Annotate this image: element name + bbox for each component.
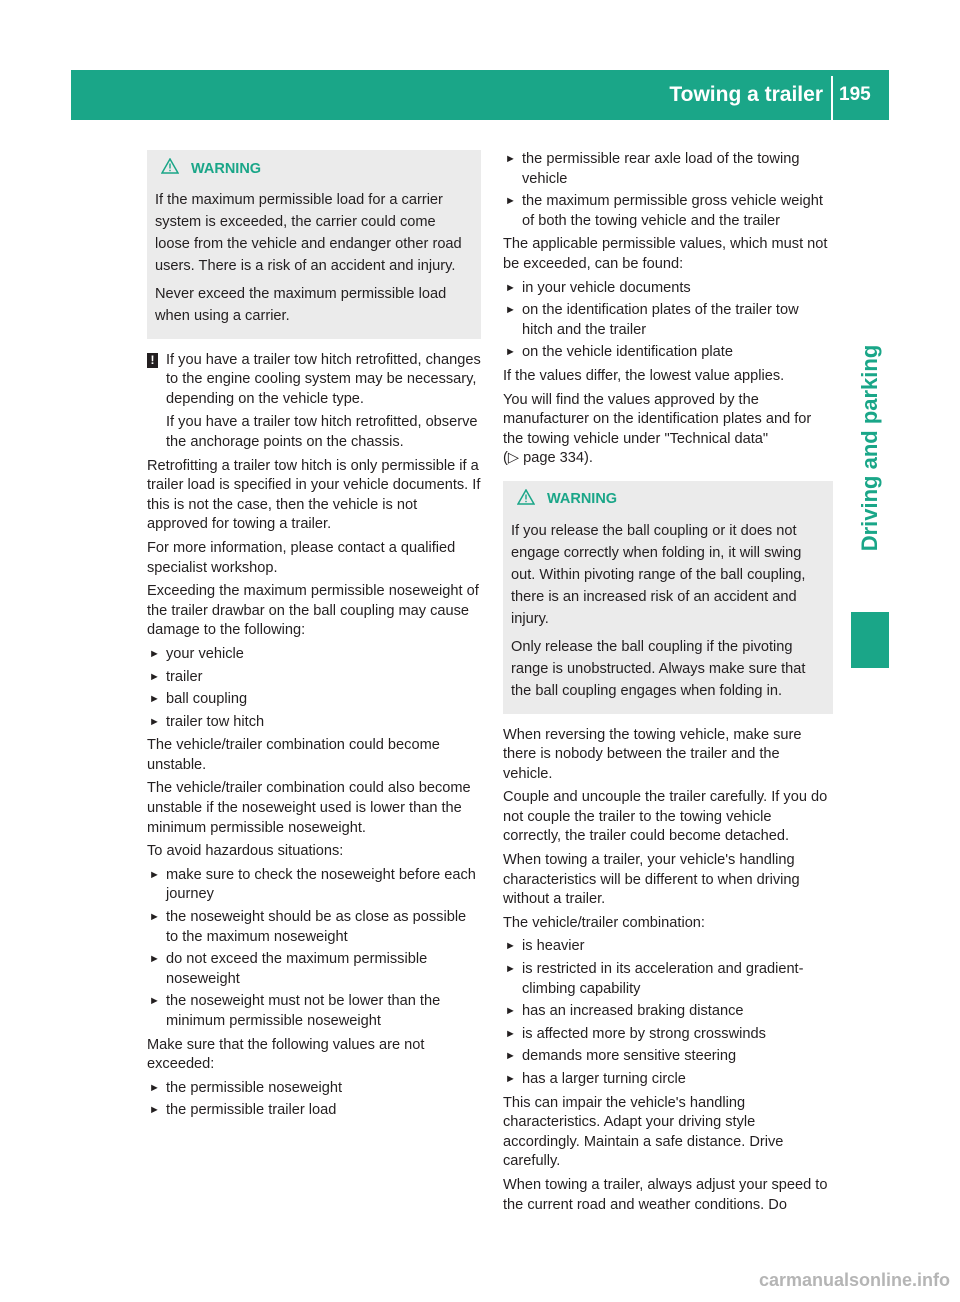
bullet-icon: ► (149, 995, 160, 1008)
bullet-icon: ► (149, 670, 160, 683)
warning-text: If the maximum permissible load for a carrier system is exceeded, the carrier could come loose from the vehicle and endanger other road users. There is a risk of an accident and injury. (155, 191, 462, 274)
bullet-icon: ► (505, 1005, 516, 1018)
warning-text: If you release the ball coupling or it does not engage correctly when folding in, it will swing out. Within pivoting range of the ball coupling, there is an increased risk of an accident and injury. (511, 522, 806, 627)
list-item: ► demands more sensitive steering (503, 1047, 833, 1067)
exclamation-icon: ! (147, 353, 158, 368)
paragraph: The vehicle/trailer combination could become unstable. (147, 737, 440, 773)
list-item: ► your vehicle (147, 645, 481, 665)
bullet-list (147, 866, 481, 1032)
paragraph: To avoid hazardous situations: (147, 843, 344, 860)
bullet-icon: ► (149, 1104, 160, 1117)
bullet-icon: ► (505, 1027, 516, 1040)
left-column (147, 150, 481, 1125)
bullet-icon: ► (505, 304, 516, 317)
note-text: If you have a trailer tow hitch retrofitted, changes to the engine cooling system may be necessary, depending on the vehicle type. (166, 351, 481, 407)
warning-triangle-icon (161, 158, 179, 181)
bullet-icon: ► (149, 868, 160, 881)
list-item: ► has an increased braking distance (503, 1002, 833, 1022)
warning-triangle-icon (517, 489, 535, 512)
warning-box-ball-coupling (503, 481, 833, 714)
bullet-icon: ► (149, 715, 160, 728)
bullet-icon: ► (505, 963, 516, 976)
paragraph: You will find the values approved by the manufacturer on the identification plates and for the towing vehicle under "Technical data" (▷ page 334). (503, 391, 812, 467)
warning-title: WARNING (547, 491, 618, 508)
warning-text: Never exceed the maximum permissible load when using a carrier. (155, 285, 447, 324)
paragraph: When towing a trailer, always adjust your speed to the current road and weather conditions. Do (503, 1176, 828, 1213)
list-item: ► is affected more by strong crosswinds (503, 1025, 833, 1045)
paragraph: The vehicle/trailer combination could also become unstable if the noseweight used is lower than the minimum permissible noseweight. (147, 780, 471, 836)
warning-text: Only release the ball coupling if the pivoting range is unobstructed. Always make sure that the ball coupling engages when folding in. (511, 638, 806, 699)
bullet-icon: ► (149, 953, 160, 966)
warning-heading (511, 489, 825, 512)
bullet-list (503, 279, 833, 363)
bullet-icon: ► (505, 940, 516, 953)
bullet-icon: ► (505, 153, 516, 165)
list-item: ► the noseweight must not be lower than the minimum permissible noseweight (149, 993, 441, 1029)
section-title: Towing a trailer (669, 83, 823, 106)
list-item: ► on the identification plates of the trailer tow hitch and the trailer (505, 302, 799, 338)
paragraph: Exceeding the maximum permissible noseweight of the trailer drawbar on the ball coupling may cause damage to the following: (147, 583, 479, 639)
watermark: carmanualsonline.info (758, 1270, 950, 1290)
paragraph: The vehicle/trailer combination: (503, 914, 705, 931)
bullet-icon: ► (149, 1081, 160, 1094)
paragraph: Couple and uncouple the trailer carefully. If you do not couple the trailer to the towing vehicle correctly, the trailer could become detached. (503, 789, 828, 845)
paragraph: This can impair the vehicle's handling characteristics. Adapt your driving style accordingly. Maintain a safe distance. Drive carefully. (503, 1094, 784, 1170)
note-block (147, 351, 481, 453)
bullet-icon: ► (149, 911, 160, 924)
list-item: ► on the vehicle identification plate (503, 343, 833, 363)
list-item: ► is heavier (503, 937, 833, 957)
bullet-icon: ► (149, 693, 160, 706)
bullet-icon: ► (505, 346, 516, 359)
paragraph: When towing a trailer, your vehicle's handling characteristics will be different to when driving without a trailer. (503, 852, 800, 908)
warning-title: WARNING (191, 160, 262, 177)
list-item: ► trailer tow hitch (147, 713, 481, 733)
bullet-icon: ► (505, 1050, 516, 1063)
paragraph: Make sure that the following values are not exceeded: (147, 1036, 425, 1073)
header-divider (831, 76, 833, 120)
list-item: ► has a larger turning circle (503, 1070, 833, 1090)
list-item: ► do not exceed the maximum permissible noseweight (149, 951, 428, 987)
list-item: ► the permissible rear axle load of the towing vehicle (505, 151, 800, 187)
paragraph: When reversing the towing vehicle, make sure there is nobody between the trailer and the vehicle. (503, 726, 802, 782)
bullet-list (503, 150, 833, 231)
bullet-icon: ► (505, 195, 516, 208)
chapter-tab (850, 308, 890, 588)
bullet-icon: ► (505, 1073, 516, 1085)
list-item: ► is restricted in its acceleration and gradient-climbing capability (505, 961, 804, 997)
list-item: ► the permissible noseweight (147, 1079, 481, 1099)
list-item: ► in your vehicle documents (503, 279, 833, 299)
paragraph: If the values differ, the lowest value applies. (503, 367, 785, 384)
paragraph: The applicable permissible values, which must not be exceeded, can be found: (503, 236, 828, 272)
list-item: ► trailer (147, 668, 481, 688)
warning-heading (155, 158, 473, 181)
paragraph: For more information, please contact a qualified specialist workshop. (147, 539, 456, 576)
bullet-icon: ► (505, 281, 516, 294)
bullet-list (147, 1079, 481, 1121)
paragraph: Retrofitting a trailer tow hitch is only permissible if a trailer load is specified in your vehicle documents. If this is not the case, then the vehicle is not approved for towing a trailer. (147, 457, 481, 533)
header-bar (71, 70, 889, 120)
warning-box-carrier (147, 150, 481, 339)
right-column (503, 150, 833, 1219)
list-item: ► make sure to check the noseweight before each journey (149, 866, 476, 903)
list-item: ► the maximum permissible gross vehicle weight of both the towing vehicle and the trailer (505, 193, 823, 229)
bullet-icon: ► (149, 647, 160, 660)
bullet-list (503, 937, 833, 1089)
chapter-tab-label: Driving and parking (857, 344, 882, 552)
bullet-list (147, 645, 481, 732)
note-text: If you have a trailer tow hitch retrofitted, observe the anchorage points on the chassis. (166, 414, 478, 450)
list-item: ► the noseweight should be as close as possible to the maximum noseweight (149, 909, 467, 945)
page-number: 195 (839, 84, 871, 105)
list-item: ► ball coupling (147, 690, 481, 710)
page-reference-link[interactable]: (▷ page 334). (503, 450, 593, 467)
list-item: ► the permissible trailer load (147, 1101, 481, 1121)
chapter-marker (851, 612, 889, 668)
